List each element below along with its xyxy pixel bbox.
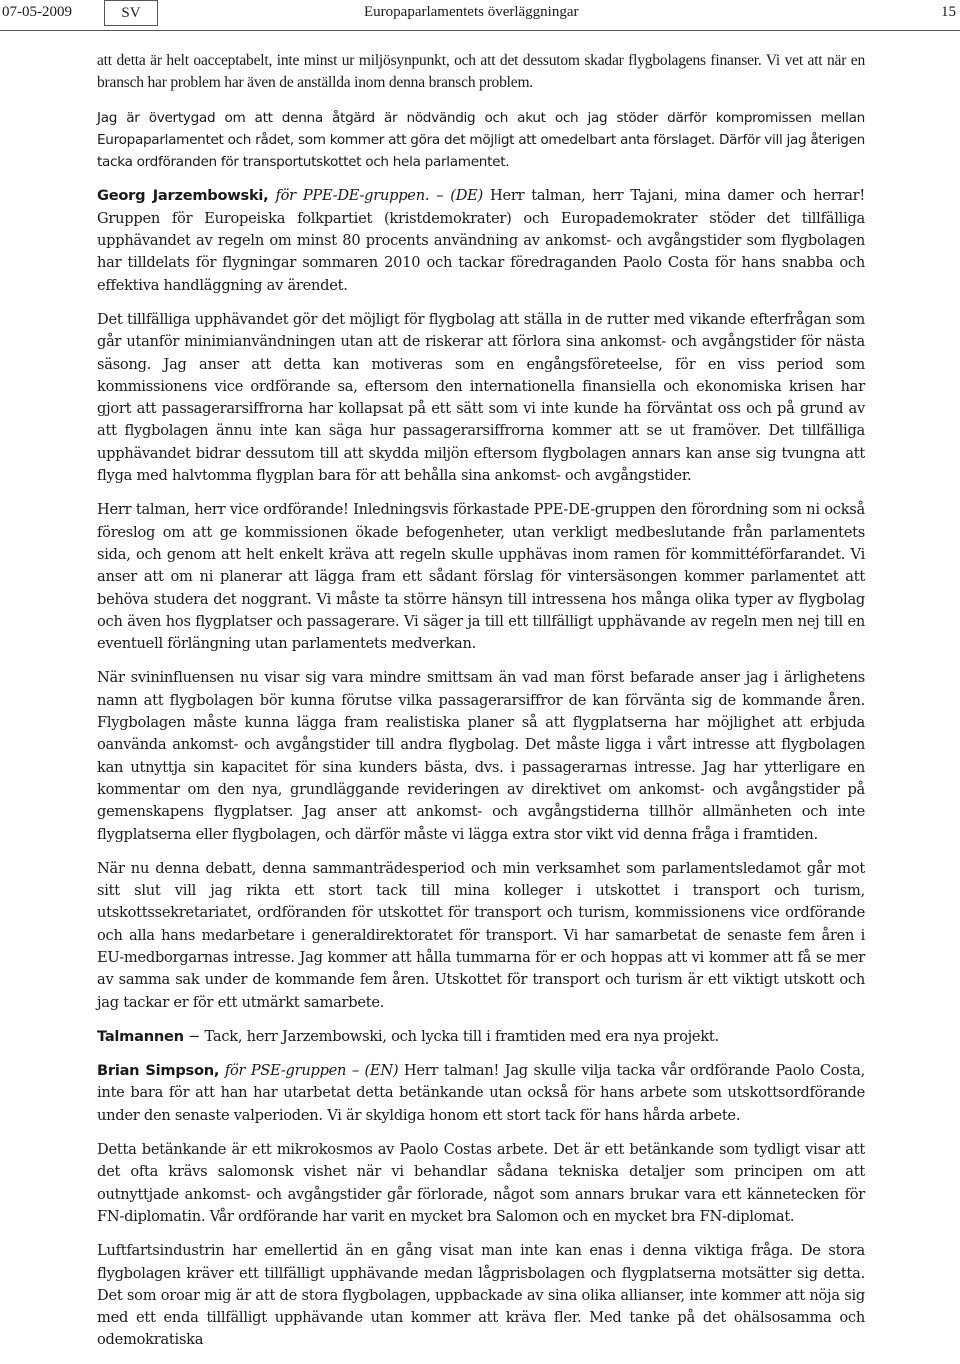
- paragraph: [97, 1139, 865, 1228]
- paragraph-text: Herr talman, herr vice ordförande! Inledningsvis förkastade PPE-DE-gruppen den förordning som ni också föreslog om att ge kommissionen ökade befogenheter, utan verkligt medbeslutande från parlamentets sida, och genom att helt enkelt kräva att regeln skulle upphävas inom ramen för kommittéförfarandet. Vi anser att om ni planerar att lägga fram ett sådant förslag för vintersäsongen kommer parlamentet att behöva studera det noggrant. Vi måste ta större hänsyn till intressena hos många olika typer av flygbolag och även hos flygplatser och passagerare. Vi säger ja till ett tillfälligt upphävande av regeln men nej till en eventuell förlängning utan parlamentets medverkan.: [97, 501, 865, 653]
- header-title: Europaparlamentets överläggningar: [364, 4, 579, 20]
- speaker-name: Talmannen: [97, 1027, 184, 1045]
- speaker-role: för PSE-gruppen – (EN): [224, 1062, 399, 1080]
- paragraph: [97, 858, 865, 1014]
- paragraph-text: att detta är helt oacceptabelt, inte minst ur miljösynpunkt, och att det dessutom skadar flygbolagens finanser. Vi vet att när en bransch har problem har även de anställda inom denna bransch problem.: [97, 52, 865, 92]
- header-date: 07-05-2009: [2, 4, 72, 20]
- paragraph-text: Detta betänkande är ett mikrokosmos av Paolo Costas arbete. Det är ett betänkande som tydligt visar att det ofta krävs salomonsk vishet när vi behandlar sådana tekniska detaljer som principen om att outnyttjade ankomst- och avgångstider går förlorade, något som annars brukar vara ett kännetecken för FN-diplomatin. Vår ordförande har varit en mycket bra Salomon och en mycket bra FN-diplomat.: [97, 1141, 865, 1225]
- speaker-role: för PPE-DE-gruppen. – (DE): [275, 187, 483, 205]
- paragraph: [97, 309, 865, 487]
- paragraph: [97, 499, 865, 655]
- paragraph: [97, 185, 865, 296]
- speaker-name: Brian Simpson,: [97, 1062, 220, 1080]
- paragraph: [97, 667, 865, 845]
- speaker-name: Georg Jarzembowski,: [97, 187, 269, 205]
- paragraph-text: När svininfluensen nu visar sig vara mindre smittsam än vad man först befarade anser jag i ärlighetens namn att flygbolagen bör kunna förutse vilka passagerarsiffror de kan förvänta sig de kommande åren. Flygbolagen måste kunna lägga fram realistiska planer så att flygplatserna har möjlighet att erbjuda oanvända ankomst- och avgångstider till andra flygbolag. Det måste ligga i vårt intresse att flygbolagen kan utnyttja sin kapacitet för sina kunders bästa, dvs. i passagerarnas intresse. Jag har ytterligare en kommentar om den nya, grundläggande revideringen av direktivet om ankomst- och avgångstider på gemenskapens flygplatser. Jag anser att ankomst- och avgångstiderna tillhör allmänheten och inte flygplatserna eller flygbolagen, och därför måste vi lägga extra stor vikt vid denna fråga i framtiden.: [97, 669, 865, 843]
- page-header: [0, 0, 960, 31]
- paragraph-text: − Tack, herr Jarzembowski, och lycka till i framtiden med era nya projekt.: [183, 1027, 719, 1045]
- paragraph: [97, 107, 865, 174]
- paragraph-text: Herr talman! Jag skulle vilja tacka vår ordförande Paolo Costa, inte bara för att han har utarbetat detta betänkande utan också för hans arbete som utskottsordförande under den senaste valperioden. Vi är skyldiga honom ett stort tack för hans hårda arbete.: [97, 1062, 866, 1124]
- paragraph-text: När nu denna debatt, denna sammanträdesperiod och min verksamhet som parlamentsledamot går mot sitt slut vill jag rikta ett stort tack till mina kolleger i utskottet i transport och turism, utskottssekretariatet, ordföranden för utskottet för transport och turism, kommissionens vice ordförande och alla hans medarbetare i generaldirektoratet för transport. Vi har samarbetat de senaste fem åren i EU-medborgarnas intresse. Jag kommer att hålla tummarna för er och hoppas att vi kommer att få se mer av samma sak under de kommande fem åren. Utskottet för transport och turism är ett viktigt utskott och jag tackar er för ett utmärkt samarbete.: [97, 859, 865, 1011]
- document-body: [97, 50, 865, 1364]
- paragraph: [97, 1026, 865, 1048]
- page-number: 15: [941, 4, 956, 20]
- paragraph-text: Det tillfälliga upphävandet gör det möjligt för flygbolag att ställa in de rutter med vikande efterfrågan som går utanför minimianvändningen utan att de riskerar att förlora sina ankomst- och avgångstider för nästa säsong. Jag anser att detta kan motiveras som en engångsföreteelse, för en viss period som kommissionens vice ordförande sa, eftersom den internationella finansiella och ekonomiska krisen har gjort att passagerarsiffrorna har kollapsat på ett sätt som vi inte kunde ha förväntat oss och på grund av att flygbolagen ännu inte kan säga hur passagerarsiffrorna kommer att se ut framöver. Det tillfälliga upphävandet bidrar dessutom till att skydda miljön eftersom flygbolagen annars kan anse sig tvungna att flyga med halvtomma flygplan bara för att behålla sina ankomst- och avgångstider.: [97, 310, 865, 485]
- paragraph: [97, 50, 865, 95]
- language-badge: SV: [104, 0, 158, 26]
- paragraph: [97, 1240, 865, 1351]
- paragraph-text: Jag är övertygad om att denna åtgärd är nödvändig och akut och jag stöder därför kompromissen mellan Europaparlamentet och rådet, som kommer att göra det möjligt att omedelbart anta förslaget. Därför vill jag återigen tacka ordföranden för transportutskottet och hela parlamentet.: [97, 109, 865, 171]
- paragraph-text: Herr talman, herr Tajani, mina damer och herrar! Gruppen för Europeiska folkpartiet (kristdemokrater) och Europademokrater stöder det tillfälliga upphävandet av regeln om minst 80 procents användning av ankomst- och avgångstider som flygbolagen har tilldelats för flygningar sommaren 2010 och tackar föredraganden Paolo Costa för hans snabba och effektiva handläggning av ärendet.: [97, 187, 866, 294]
- paragraph-text: Luftfartsindustrin har emellertid än en gång visat man inte kan enas i denna viktiga fråga. De stora flygbolagen kräver ett tillfälligt upphävande medan lågprisbolagen och flygplatserna motsätter sig detta. Det som oroar mig är att de stora flygbolagen, uppbackade av sina olika allianser, inte kommer att nöja sig med ett enda tillfälligt upphävande utan kommer att kräva fler. Med tanke på det ohälsosamma och odemokratiska: [97, 1242, 865, 1349]
- paragraph: [97, 1060, 865, 1127]
